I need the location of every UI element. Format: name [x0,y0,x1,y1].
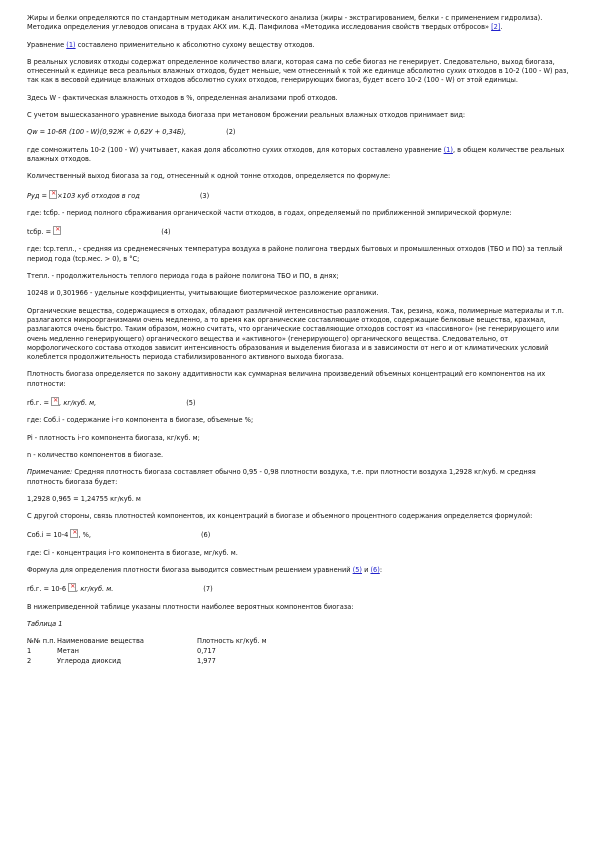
table-cell: 1,977 [197,657,216,666]
density-table [27,637,317,667]
equation-3: Руд = ✕×103 куб отходов в год (3) [27,190,573,201]
paragraph-table-intro: В нижеприведенной таблице указаны плотности наиболее вероятных компонентов биогаза: [27,602,354,611]
equation-2: Qw = 10-6R (100 - W)(0,92Ж + 0,62У + 0,34Б), (2) [27,128,236,137]
table-title: Таблица 1 [27,619,63,628]
table-header-cell: Наименование вещества [57,637,144,646]
formula-image-icon [53,226,61,235]
paragraph-density-law: Плотность биогаза определяется по закону аддитивности как суммарная величина произведений объемных концентраций его компонентов на их плотности: [27,370,546,388]
paragraph-organic-matter: Органические вещества, содержащиеся в отходах, обладают различной интенсивностью разложения. Так, резина, кожа, полимерные материалы и т.п. разлагаются микроорганизмами очень медленно, а то время как органические составляющие отходов, содержащие белковые вещества, крахмал, разлагаются очень быстро. Таким образом, можно считать, что органические составляющие отходов состоят из «пассивного» (не генерирующего или очень медленно генерирующего) органического вещества и «активного» (генерирующего) органического вещества. Следовательно, от морфологического состава отходов зависит интенсивность образования и выделения биогаза и в зависимости от него и от климатических условий колеблется продолжительность периода стабилизированного активного выхода биогаза. [27,306,564,362]
table-cell: 0,717 [197,647,216,656]
paragraph-warm-period: Tтепл. - продолжительность теплого периода года в районе полигона ТБО и ПО, в днях; [27,272,339,281]
reference-link-2[interactable]: [2] [491,23,501,32]
formula-image-icon [51,397,59,406]
paragraph-ci-definition: где: Ci - концентрация i-го компонента в биогазе, мг/куб. м. [27,548,238,557]
table-header-cell: Плотность кг/куб. м [197,637,267,646]
equation-density-example: 1,2928 0,965 = 1,24755 кг/куб. м [27,494,141,503]
paragraph-tsbr: где: tсбр. - период полного сбраживания органической части отходов, в годах, определяемый по приближенной эмпирической формуле: [27,208,512,217]
paragraph-other-side: С другой стороны, связь плотностей компонентов, их концентраций в биогазе и объемного процентного содержания определяется формулой: [27,512,533,521]
paragraph-w-definition: Здесь W - фактическая влажность отходов в %, определенная анализами проб отходов. [27,93,338,102]
paragraph-equation-note: Уравнение (1) составлено применительно к абсолютно сухому веществу отходов. [27,40,315,49]
paragraph-moisture: В реальных условиях отходы содержат определенное количество влаги, которая сама по себе биогаз не генерирует. Следовательно, выход биогаза, отнесенный к единице веса реальных влажных отходов, будет меньше, чем отнесенный к той же единице абсолютно сухих отходов в 10-2 (100 - W) раз, так как в весовой единице влажных отходов абсолютно сухих отходов, генерирующих биогаз, будет всего 10-2 (100 - W) от этой единицы. [27,57,569,85]
equation-link-6[interactable]: (6) [370,565,380,574]
paragraph-pi-definition: Pi - плотность i-го компонента биогаза, кг/куб. м; [27,433,200,442]
paragraph-cob-definition: где: Cоб.i - содержание i-го компонента в биогазе, объемные %; [27,416,254,425]
equation-link-1[interactable]: (1) [66,40,76,49]
table-row [27,657,317,667]
formula-image-icon [49,190,57,199]
table-cell: Метан [57,647,79,656]
equation-4: tсбр. = ✕ (4) [27,226,573,237]
equation-5: rб.г. = ✕, кг/куб. м, (5) [27,397,573,408]
table-row [27,647,317,657]
paragraph-multiplier: где сомножитель 10-2 (100 - W) учитывает, какая доля абсолютно сухих отходов, для которых составлено уравнение (1), в общем количестве реальных влажных отходов. [27,145,565,163]
paragraph-note: Примечание: Средняя плотность биогаза составляет обычно 0,95 - 0,98 плотности воздуха, т.е. при плотности воздуха 1,2928 кг/куб. м средняя плотность биогаза будет: [27,468,536,486]
table-header-cell: №№ п.п. [27,637,56,646]
paragraph-temperature: где: tср.тепл., - средняя из среднемесячных температура воздуха в районе полигона твердых бытовых и промышленных отходов (ТБО и ПО) за теплый период года (tср.мес. > 0), в °С; [27,245,563,263]
formula-image-icon [68,583,76,592]
paragraph-n-definition: n - количество компонентов в биогазе. [27,450,164,459]
formula-image-icon [70,529,78,538]
table-cell: 1 [27,647,32,656]
table-cell: Углерода диоксид [57,657,121,666]
paragraph-fats-proteins: Жиры и белки определяются по стандартным методикам аналитического анализа (жиры - экстрагированием, белки - с применением гидролиза). Методика определения углеводов описана в трудах АКХ им. К.Д. Памфилова «Методика исследования свойств твердых отбросов» [2]. [27,14,543,32]
table-cell: 2 [27,657,32,666]
paragraph-coefficients: 10248 и 0,301966 - удельные коэффициенты, учитывающие биотермическое разложение органики. [27,289,379,298]
paragraph-yield-intro: С учетом вышесказанного уравнение выхода биогаза при метановом брожении реальных влажных отходов принимает вид: [27,111,466,120]
equation-6: Cоб.i = 10-4 ✕, %, (6) [27,529,573,540]
equation-7: rб.г. = 10-6 ✕, кг/куб. м. (7) [27,583,573,594]
equation-link-5[interactable]: (5) [352,565,362,574]
paragraph-formula-derivation: Формула для определения плотности биогаза выводится совместным решением уравнений (5) и (6): [27,565,383,574]
paragraph-annual-yield: Количественный выход биогаза за год, отнесенный к одной тонне отходов, определяется по формуле: [27,172,391,181]
table-header-row [27,637,317,647]
equation-link-1b[interactable]: (1) [443,145,453,154]
